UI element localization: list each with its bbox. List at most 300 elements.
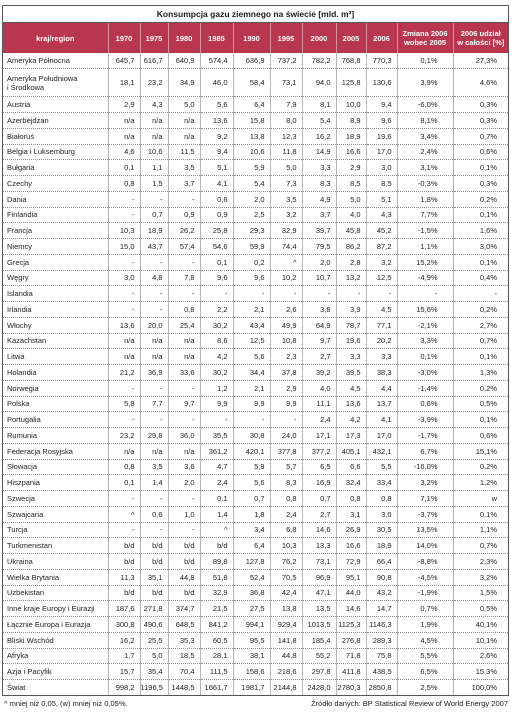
cell-share: 15,1% bbox=[453, 443, 508, 459]
cell-change: 2,4% bbox=[397, 144, 453, 160]
cell-1995: ^ bbox=[270, 254, 302, 270]
cell-1975: n/a bbox=[140, 443, 168, 459]
cell-1985: 0,6 bbox=[200, 191, 233, 207]
cell-1985: 1,4 bbox=[200, 506, 233, 522]
cell-1985: 89,8 bbox=[200, 554, 233, 570]
cell-2006: 45,2 bbox=[366, 223, 397, 239]
cell-1980: b/d bbox=[168, 585, 200, 601]
cell-1985: ^ bbox=[200, 522, 233, 538]
cell-1990: 0,2 bbox=[233, 254, 270, 270]
cell-1995: 44,8 bbox=[270, 648, 302, 664]
cell-2006: 5,1 bbox=[366, 191, 397, 207]
column-header-2005: 2005 bbox=[336, 23, 366, 53]
cell-2006: 8,5 bbox=[366, 176, 397, 192]
cell-share: 0,7% bbox=[453, 128, 508, 144]
cell-2000: 3,3 bbox=[302, 160, 336, 176]
cell-change: 6,7% bbox=[397, 443, 453, 459]
cell-1975: 36,9 bbox=[140, 365, 168, 381]
cell-change: 7,1% bbox=[397, 491, 453, 507]
cell-1975: 4,8 bbox=[140, 270, 168, 286]
cell-1980: n/a bbox=[168, 349, 200, 365]
cell-1990: 9,6 bbox=[233, 270, 270, 286]
table-row bbox=[3, 680, 508, 696]
cell-1980: 26,2 bbox=[168, 223, 200, 239]
table-row bbox=[3, 317, 508, 333]
cell-1975: 35,1 bbox=[140, 569, 168, 585]
cell-1985: 5,1 bbox=[200, 160, 233, 176]
table-row bbox=[3, 160, 508, 176]
table-row bbox=[3, 380, 508, 396]
cell-1970: - bbox=[108, 522, 140, 538]
cell-region-name: Ameryka Południowa i Środkowa bbox=[3, 69, 108, 97]
cell-change: -1,9% bbox=[397, 585, 453, 601]
cell-1975: 1,5 bbox=[140, 176, 168, 192]
cell-share: 2,3% bbox=[453, 554, 508, 570]
table-row bbox=[3, 648, 508, 664]
cell-2000: 1013,5 bbox=[302, 617, 336, 633]
cell-1985: 28,1 bbox=[200, 648, 233, 664]
table-row bbox=[3, 144, 508, 160]
cell-1990: 10,6 bbox=[233, 144, 270, 160]
cell-2005: 4,0 bbox=[336, 207, 366, 223]
cell-2006: 4,1 bbox=[366, 412, 397, 428]
cell-share: 0,1% bbox=[453, 160, 508, 176]
cell-2006: 4,3 bbox=[366, 207, 397, 223]
cell-1975: 616,7 bbox=[140, 53, 168, 69]
cell-1985: 13,6 bbox=[200, 113, 233, 129]
cell-1990: 34,4 bbox=[233, 365, 270, 381]
table-row bbox=[3, 254, 508, 270]
cell-1990: 5,6 bbox=[233, 475, 270, 491]
cell-share: 1,3% bbox=[453, 365, 508, 381]
cell-1995: 8,3 bbox=[270, 475, 302, 491]
cell-1975: 35,4 bbox=[140, 664, 168, 680]
table-row bbox=[3, 617, 508, 633]
cell-share: 3,2% bbox=[453, 569, 508, 585]
cell-2005: 4,2 bbox=[336, 412, 366, 428]
cell-change: 0,7% bbox=[397, 601, 453, 617]
cell-share: 2,6% bbox=[453, 648, 508, 664]
cell-1985: 5,6 bbox=[200, 97, 233, 113]
cell-1995: 2,9 bbox=[270, 380, 302, 396]
cell-share: 15,3% bbox=[453, 664, 508, 680]
cell-share: 27,3% bbox=[453, 53, 508, 69]
cell-2000: 16,2 bbox=[302, 128, 336, 144]
cell-2005: 0,8 bbox=[336, 491, 366, 507]
cell-2006: 66,4 bbox=[366, 554, 397, 570]
cell-1990: 5,9 bbox=[233, 160, 270, 176]
cell-2000: 64,9 bbox=[302, 317, 336, 333]
cell-1985: 2,4 bbox=[200, 475, 233, 491]
cell-1995: 37,8 bbox=[270, 365, 302, 381]
table-title: Konsumpcja gazu ziemnego na świecie [mld. m³] bbox=[3, 6, 508, 23]
cell-1970: 187,6 bbox=[108, 601, 140, 617]
cell-1980: 11,5 bbox=[168, 144, 200, 160]
cell-1975: b/d bbox=[140, 538, 168, 554]
cell-1995: 3,2 bbox=[270, 207, 302, 223]
cell-share: 0,1% bbox=[453, 412, 508, 428]
cell-1985: 841,2 bbox=[200, 617, 233, 633]
cell-share: 0,2% bbox=[453, 459, 508, 475]
cell-2000: 17,1 bbox=[302, 428, 336, 444]
cell-1990: 420,1 bbox=[233, 443, 270, 459]
cell-2000: 8,1 bbox=[302, 97, 336, 113]
cell-2000: 16,9 bbox=[302, 475, 336, 491]
table-row bbox=[3, 475, 508, 491]
table-row bbox=[3, 412, 508, 428]
cell-2000: 55,2 bbox=[302, 648, 336, 664]
cell-2005: 411,8 bbox=[336, 664, 366, 680]
cell-2006: 12,5 bbox=[366, 270, 397, 286]
cell-change: 0,6% bbox=[397, 396, 453, 412]
cell-1975: 5,0 bbox=[140, 648, 168, 664]
cell-2005: 405,1 bbox=[336, 443, 366, 459]
cell-2000: 14,6 bbox=[302, 522, 336, 538]
cell-change: 5,5% bbox=[397, 648, 453, 664]
table-row bbox=[3, 428, 508, 444]
column-header-share: 2006 udział w całości [%] bbox=[453, 23, 508, 53]
cell-1980: 3,7 bbox=[168, 176, 200, 192]
cell-1995: 2144,8 bbox=[270, 680, 302, 696]
cell-1990: - bbox=[233, 286, 270, 302]
cell-2000: 297,8 bbox=[302, 664, 336, 680]
cell-2000: 14,9 bbox=[302, 144, 336, 160]
cell-1995: 13,8 bbox=[270, 601, 302, 617]
cell-1970: n/a bbox=[108, 128, 140, 144]
cell-1990: 52,4 bbox=[233, 569, 270, 585]
cell-2006: 4,4 bbox=[366, 380, 397, 396]
cell-1980: n/a bbox=[168, 333, 200, 349]
cell-2000: 11,1 bbox=[302, 396, 336, 412]
cell-1985: 25,8 bbox=[200, 223, 233, 239]
cell-change: 3,2% bbox=[397, 475, 453, 491]
cell-1975: - bbox=[140, 302, 168, 318]
cell-2005: 2780,3 bbox=[336, 680, 366, 696]
cell-2005: 13,2 bbox=[336, 270, 366, 286]
cell-share: 3,0% bbox=[453, 239, 508, 255]
cell-share: 0,1% bbox=[453, 254, 508, 270]
table-row bbox=[3, 585, 508, 601]
cell-region-name: Włochy bbox=[3, 317, 108, 333]
cell-1975: - bbox=[140, 412, 168, 428]
cell-1980: n/a bbox=[168, 128, 200, 144]
cell-1990: 30,8 bbox=[233, 428, 270, 444]
cell-share: 1,6% bbox=[453, 223, 508, 239]
cell-1980: 0,8 bbox=[168, 302, 200, 318]
cell-1990: 15,8 bbox=[233, 113, 270, 129]
cell-2005: 44,0 bbox=[336, 585, 366, 601]
cell-1970: - bbox=[108, 302, 140, 318]
cell-region-name: Rumunia bbox=[3, 428, 108, 444]
cell-1995: 10,3 bbox=[270, 538, 302, 554]
cell-share: 0,3% bbox=[453, 113, 508, 129]
cell-1995: 42,4 bbox=[270, 585, 302, 601]
cell-region-name: Hiszpania bbox=[3, 475, 108, 491]
cell-1995: 218,6 bbox=[270, 664, 302, 680]
cell-1980: 44,8 bbox=[168, 569, 200, 585]
cell-1970: 1,7 bbox=[108, 648, 140, 664]
cell-1995: - bbox=[270, 286, 302, 302]
cell-1990: 3,4 bbox=[233, 522, 270, 538]
cell-1980: n/a bbox=[168, 443, 200, 459]
cell-2005: 32,4 bbox=[336, 475, 366, 491]
cell-1970: 0,8 bbox=[108, 459, 140, 475]
cell-1985: 9,9 bbox=[200, 396, 233, 412]
cell-1990: 994,1 bbox=[233, 617, 270, 633]
cell-2000: 2,4 bbox=[302, 412, 336, 428]
cell-1990: 1981,7 bbox=[233, 680, 270, 696]
cell-share: 10,1% bbox=[453, 632, 508, 648]
table-row bbox=[3, 53, 508, 69]
column-header-change: Zmiana 2006 wobec 2005 bbox=[397, 23, 453, 53]
cell-change: 13,5% bbox=[397, 522, 453, 538]
cell-1970: 0,8 bbox=[108, 176, 140, 192]
cell-1995: 5,7 bbox=[270, 459, 302, 475]
cell-region-name: Świat bbox=[3, 680, 108, 696]
cell-1975: - bbox=[140, 522, 168, 538]
cell-1980: 3,6 bbox=[168, 459, 200, 475]
cell-1975: n/a bbox=[140, 113, 168, 129]
cell-1995: 929,4 bbox=[270, 617, 302, 633]
cell-1975: 1196,5 bbox=[140, 680, 168, 696]
cell-2006: 19,6 bbox=[366, 128, 397, 144]
cell-1975: 1,1 bbox=[140, 160, 168, 176]
cell-1995: 5,0 bbox=[270, 160, 302, 176]
cell-change: -4,9% bbox=[397, 270, 453, 286]
cell-change: 0,1% bbox=[397, 53, 453, 69]
cell-region-name: Uzbekistan bbox=[3, 585, 108, 601]
cell-1975: - bbox=[140, 254, 168, 270]
cell-1970: n/a bbox=[108, 113, 140, 129]
cell-1990: - bbox=[233, 412, 270, 428]
cell-1985: 46,0 bbox=[200, 69, 233, 97]
cell-1975: 271,8 bbox=[140, 601, 168, 617]
cell-1985: 574,4 bbox=[200, 53, 233, 69]
cell-change: -4,5% bbox=[397, 569, 453, 585]
cell-region-name: Grecja bbox=[3, 254, 108, 270]
cell-change: -2,1% bbox=[397, 317, 453, 333]
cell-region-name: Norwegia bbox=[3, 380, 108, 396]
cell-2000: 39,7 bbox=[302, 223, 336, 239]
cell-1985: 4,2 bbox=[200, 349, 233, 365]
cell-1975: 0,7 bbox=[140, 207, 168, 223]
cell-change: 3,9% bbox=[397, 69, 453, 97]
table-row bbox=[3, 396, 508, 412]
cell-2005: 3,3 bbox=[336, 349, 366, 365]
cell-1990: 1,8 bbox=[233, 506, 270, 522]
table-row bbox=[3, 601, 508, 617]
cell-region-name: Dania bbox=[3, 191, 108, 207]
column-header-region: kraj/region bbox=[3, 23, 108, 53]
cell-region-name: Azja i Pacyfik bbox=[3, 664, 108, 680]
cell-1990: 5,4 bbox=[233, 176, 270, 192]
cell-2000: 0,7 bbox=[302, 491, 336, 507]
cell-2000: 782,2 bbox=[302, 53, 336, 69]
cell-1990: 38,1 bbox=[233, 648, 270, 664]
cell-1985: 1661,7 bbox=[200, 680, 233, 696]
cell-region-name: Wielka Brytania bbox=[3, 569, 108, 585]
table-row bbox=[3, 113, 508, 129]
cell-1985: 0,1 bbox=[200, 254, 233, 270]
cell-1975: 20,0 bbox=[140, 317, 168, 333]
cell-2000: - bbox=[302, 286, 336, 302]
cell-2006: 38,3 bbox=[366, 365, 397, 381]
cell-1970: 10,3 bbox=[108, 223, 140, 239]
cell-1985: 9,6 bbox=[200, 270, 233, 286]
cell-change: -3,0% bbox=[397, 365, 453, 381]
cell-share: 0,6% bbox=[453, 428, 508, 444]
cell-change: -6,0% bbox=[397, 97, 453, 113]
table-row bbox=[3, 286, 508, 302]
cell-2006: 75,8 bbox=[366, 648, 397, 664]
cell-share: 2,7% bbox=[453, 317, 508, 333]
cell-1995: 73,1 bbox=[270, 69, 302, 97]
cell-2005: 2,8 bbox=[336, 254, 366, 270]
cell-2006: 4,5 bbox=[366, 302, 397, 318]
cell-1970: 23,2 bbox=[108, 428, 140, 444]
cell-2006: 17,0 bbox=[366, 144, 397, 160]
cell-change: - bbox=[397, 286, 453, 302]
cell-change: -3,7% bbox=[397, 506, 453, 522]
cell-share: 1,1% bbox=[453, 522, 508, 538]
cell-1980: 7,8 bbox=[168, 270, 200, 286]
cell-1970: b/d bbox=[108, 585, 140, 601]
source-note: Źródło danych: BP Statistical Review of World Energy 2007 bbox=[311, 699, 508, 708]
cell-2006: 30,5 bbox=[366, 522, 397, 538]
cell-2006: 3,0 bbox=[366, 160, 397, 176]
cell-1980: 33,6 bbox=[168, 365, 200, 381]
cell-change: 1,1% bbox=[397, 239, 453, 255]
cell-share: 0,5% bbox=[453, 601, 508, 617]
cell-2005: - bbox=[336, 286, 366, 302]
cell-1995: 76,2 bbox=[270, 554, 302, 570]
cell-2005: 5,0 bbox=[336, 191, 366, 207]
cell-1985: 54,6 bbox=[200, 239, 233, 255]
cell-1975: 43,7 bbox=[140, 239, 168, 255]
cell-1985: 0,1 bbox=[200, 491, 233, 507]
cell-2006: 18,9 bbox=[366, 538, 397, 554]
cell-region-name: Inne kraje Europy i Eurazji bbox=[3, 601, 108, 617]
cell-1970: - bbox=[108, 286, 140, 302]
cell-1980: 2,0 bbox=[168, 475, 200, 491]
cell-1990: 5,9 bbox=[233, 459, 270, 475]
cell-1980: 640,9 bbox=[168, 53, 200, 69]
cell-1975: n/a bbox=[140, 128, 168, 144]
cell-region-name: Węgry bbox=[3, 270, 108, 286]
cell-1980: b/d bbox=[168, 554, 200, 570]
cell-region-name: Turkmenistan bbox=[3, 538, 108, 554]
cell-2006: 13,7 bbox=[366, 396, 397, 412]
cell-change: -0,3% bbox=[397, 176, 453, 192]
cell-region-name: Holandia bbox=[3, 365, 108, 381]
cell-1970: n/a bbox=[108, 333, 140, 349]
cell-1980: 70,4 bbox=[168, 664, 200, 680]
cell-2005: 78,7 bbox=[336, 317, 366, 333]
cell-region-name: Czechy bbox=[3, 176, 108, 192]
cell-1975: b/d bbox=[140, 554, 168, 570]
cell-share: 0,1% bbox=[453, 207, 508, 223]
cell-region-name: Afryka bbox=[3, 648, 108, 664]
cell-1980: 18,5 bbox=[168, 648, 200, 664]
cell-2000: 9,7 bbox=[302, 333, 336, 349]
table-row bbox=[3, 239, 508, 255]
cell-2005: 6,6 bbox=[336, 459, 366, 475]
cell-1985: 4,7 bbox=[200, 459, 233, 475]
cell-2005: 1125,3 bbox=[336, 617, 366, 633]
cell-1985: 2,2 bbox=[200, 302, 233, 318]
cell-1985: 0,9 bbox=[200, 207, 233, 223]
cell-1995: 11,8 bbox=[270, 144, 302, 160]
cell-1995: 2,3 bbox=[270, 349, 302, 365]
cell-1980: 5,0 bbox=[168, 97, 200, 113]
table-row bbox=[3, 522, 508, 538]
cell-change: 3,1% bbox=[397, 160, 453, 176]
cell-2006: 5,5 bbox=[366, 459, 397, 475]
cell-1970: 4,6 bbox=[108, 144, 140, 160]
cell-region-name: Belgia i Luksemburg bbox=[3, 144, 108, 160]
cell-2006: 0,8 bbox=[366, 491, 397, 507]
cell-change: 1,8% bbox=[397, 191, 453, 207]
cell-1985: 30,2 bbox=[200, 365, 233, 381]
cell-1975: 18,9 bbox=[140, 223, 168, 239]
cell-2000: 5,4 bbox=[302, 113, 336, 129]
cell-2000: 47,1 bbox=[302, 585, 336, 601]
column-header-1975: 1975 bbox=[140, 23, 168, 53]
cell-2000: 96,9 bbox=[302, 569, 336, 585]
cell-1970: b/d bbox=[108, 554, 140, 570]
cell-1970: - bbox=[108, 254, 140, 270]
cell-2000: 3,8 bbox=[302, 302, 336, 318]
cell-1985: 111,5 bbox=[200, 664, 233, 680]
cell-2005: 16,6 bbox=[336, 144, 366, 160]
cell-1980: - bbox=[168, 412, 200, 428]
cell-2006: 3,2 bbox=[366, 254, 397, 270]
cell-1970: 998,2 bbox=[108, 680, 140, 696]
cell-region-name: Finlandia bbox=[3, 207, 108, 223]
cell-2006: 432,1 bbox=[366, 443, 397, 459]
cell-1995: 7,3 bbox=[270, 176, 302, 192]
cell-region-name: Federacja Rosyjska bbox=[3, 443, 108, 459]
cell-2006: 9,4 bbox=[366, 97, 397, 113]
cell-1990: 636,9 bbox=[233, 53, 270, 69]
cell-1990: 58,4 bbox=[233, 69, 270, 97]
cell-share: 0,1% bbox=[453, 349, 508, 365]
cell-2000: 4,9 bbox=[302, 191, 336, 207]
cell-2006: 3,3 bbox=[366, 349, 397, 365]
cell-2005: 276,8 bbox=[336, 632, 366, 648]
cell-1995: 141,8 bbox=[270, 632, 302, 648]
cell-1980: n/a bbox=[168, 113, 200, 129]
cell-1980: 1448,5 bbox=[168, 680, 200, 696]
cell-1970: b/d bbox=[108, 538, 140, 554]
cell-2000: 13,3 bbox=[302, 538, 336, 554]
cell-1985: 32,9 bbox=[200, 585, 233, 601]
cell-share: 100,0% bbox=[471, 683, 497, 693]
cell-change: 8,1% bbox=[397, 113, 453, 129]
cell-1990: 29,3 bbox=[233, 223, 270, 239]
cell-region-name: Białoruś bbox=[3, 128, 108, 144]
cell-1990: 0,7 bbox=[233, 491, 270, 507]
cell-2000: 10,7 bbox=[302, 270, 336, 286]
cell-region-name: Bliski Wschód bbox=[3, 632, 108, 648]
cell-1995: 10,2 bbox=[270, 270, 302, 286]
cell-share: 0,7% bbox=[453, 333, 508, 349]
cell-1975: 3,5 bbox=[140, 459, 168, 475]
cell-change: 14,0% bbox=[397, 538, 453, 554]
cell-1985: 4,1 bbox=[200, 176, 233, 192]
table-row bbox=[3, 506, 508, 522]
cell-2000: 13,5 bbox=[302, 601, 336, 617]
